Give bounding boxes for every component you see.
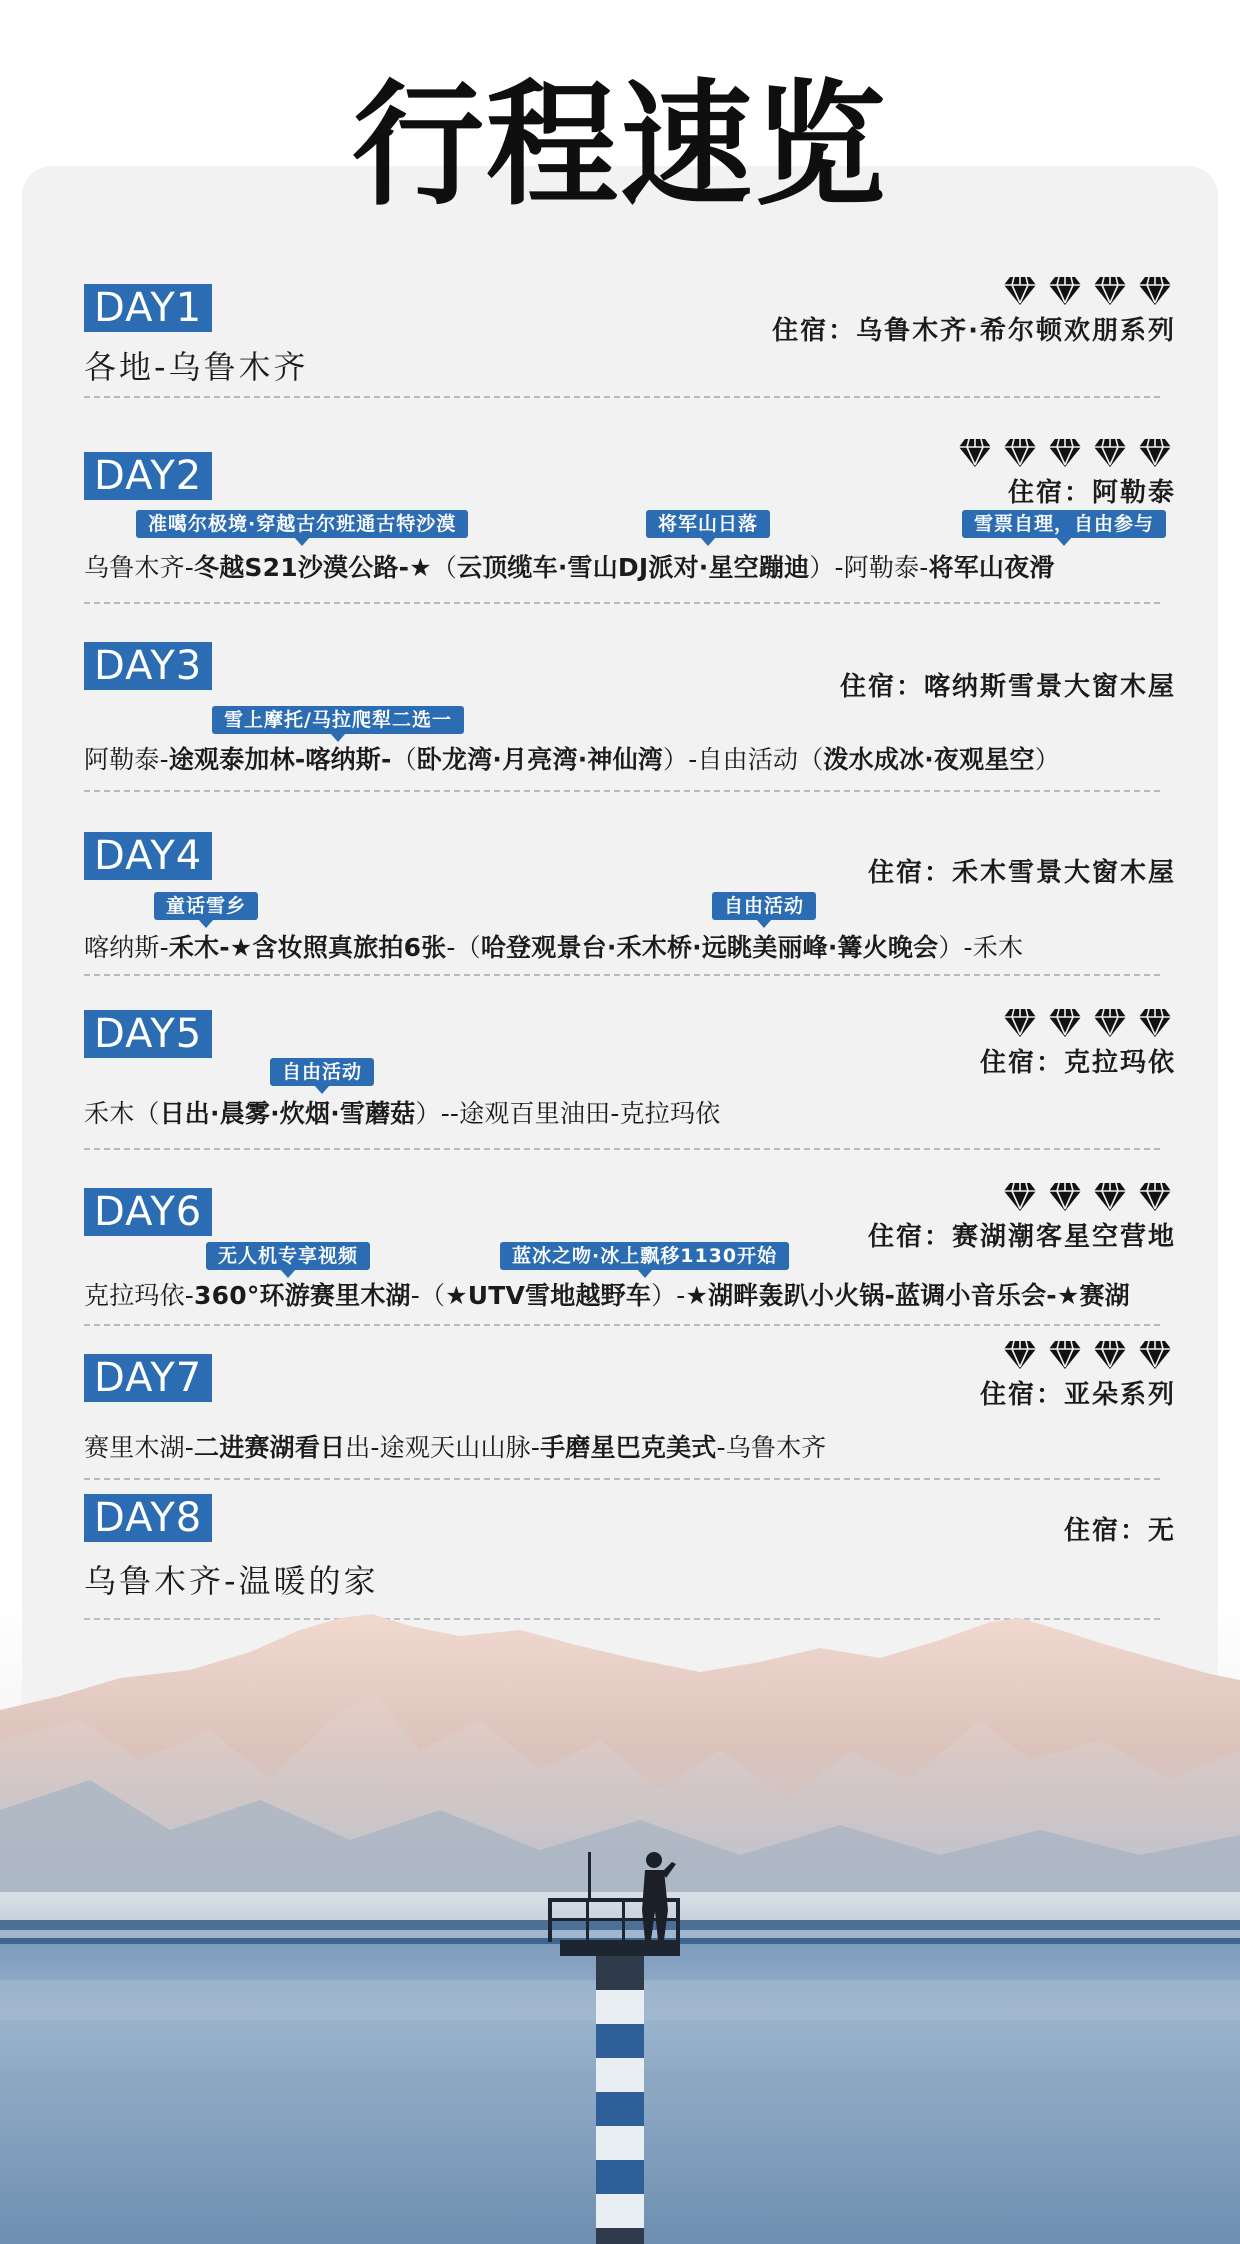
diamond-icon <box>1003 1340 1037 1370</box>
route-highlight: 将军山夜滑 <box>928 553 1055 582</box>
route-text: ）-禾木 <box>938 933 1024 962</box>
route-highlight: ★湖畔轰趴小火锅-蓝调小音乐会-★赛湖 <box>685 1281 1130 1310</box>
divider <box>84 1324 1160 1326</box>
route-highlight: 360°环游赛里木湖 <box>194 1281 411 1310</box>
route-highlight: 泼水成冰·夜观星空 <box>823 745 1035 774</box>
route-text: -乌鲁木齐 <box>716 1433 827 1462</box>
accommodation: 住宿：阿勒泰 <box>1007 478 1176 508</box>
route-tag: 雪票自理，自由参与 <box>962 510 1166 538</box>
rating-diamonds <box>1003 1340 1172 1370</box>
divider <box>84 396 1160 398</box>
route-text: ） <box>1034 745 1060 774</box>
day-badge: DAY4 <box>84 832 212 880</box>
route-tag: 自由活动 <box>270 1058 374 1086</box>
route <box>84 342 309 388</box>
diamond-icon <box>1048 1008 1082 1038</box>
route-tag: 准噶尔极境·穿越古尔班通古特沙漠 <box>136 510 468 538</box>
route-tag: 童话雪乡 <box>154 892 258 920</box>
route-tag: 无人机专享视频 <box>206 1242 370 1270</box>
divider <box>84 1478 1160 1480</box>
route <box>84 1556 379 1602</box>
route-text: -（ <box>410 1281 446 1310</box>
diamond-icon <box>1003 1008 1037 1038</box>
diamond-icon <box>1093 1182 1127 1212</box>
route-highlight: 手磨星巴克美式 <box>540 1433 717 1462</box>
route-text: 赛里木湖- <box>84 1433 195 1462</box>
divider <box>84 974 1160 976</box>
route-text: 乌鲁木齐-温暖的家 <box>84 1562 379 1600</box>
diamond-icon <box>1048 438 1082 468</box>
lake-mountain-photo <box>0 1600 1240 2244</box>
diamond-icon <box>958 438 992 468</box>
route-text: （ <box>391 745 417 774</box>
diamond-icon <box>1138 276 1172 306</box>
rating-diamonds <box>1003 276 1172 306</box>
day-badge: DAY1 <box>84 284 212 332</box>
route <box>84 928 1023 964</box>
route-highlight: 途观泰加林-喀纳斯- <box>168 745 392 774</box>
route-text: ）-自由活动（ <box>663 745 824 774</box>
day-badge: DAY2 <box>84 452 212 500</box>
route-highlight: 二进赛湖看日 <box>194 1433 346 1462</box>
divider <box>84 790 1160 792</box>
route-highlight: 冬越S21沙漠公路- <box>194 553 410 582</box>
route-text: 乌鲁木齐- <box>84 553 195 582</box>
accommodation: 住宿：乌鲁木齐·希尔顿欢朋系列 <box>772 316 1176 346</box>
diamond-icon <box>1048 1182 1082 1212</box>
diamond-icon <box>1138 1182 1172 1212</box>
route-text: ）-阿勒泰- <box>809 553 929 582</box>
route-text: ）- <box>651 1281 686 1310</box>
route-text: -（ <box>446 933 481 962</box>
route-tag: 自由活动 <box>712 892 816 920</box>
accommodation: 住宿：无 <box>1063 1516 1176 1546</box>
rating-diamonds <box>958 438 1172 468</box>
diamond-icon <box>1138 1008 1172 1038</box>
route-text: ）--途观百里油田-克拉玛依 <box>415 1099 721 1128</box>
diamond-icon <box>1093 276 1127 306</box>
route-tag: 蓝冰之吻·冰上飘移1130开始 <box>500 1242 789 1270</box>
route-highlight: 哈登观景台·禾木桥·远眺美丽峰·篝火晚会 <box>480 933 939 962</box>
page-title: 行程速览 <box>352 67 888 225</box>
route-highlight: 云顶缆车·雪山DJ派对·星空蹦迪 <box>457 553 810 582</box>
diamond-icon <box>1048 276 1082 306</box>
accommodation: 住宿：喀纳斯雪景大窗木屋 <box>839 672 1176 702</box>
route-text: 各地-乌鲁木齐 <box>84 348 309 386</box>
divider <box>84 602 1160 604</box>
route <box>84 1276 1130 1312</box>
day-badge: DAY3 <box>84 642 212 690</box>
day-badge: DAY7 <box>84 1354 212 1402</box>
route-text: 阿勒泰- <box>84 745 169 774</box>
divider <box>84 1148 1160 1150</box>
diamond-icon <box>1003 276 1037 306</box>
route <box>84 548 1055 584</box>
route-tag: 雪上摩托/马拉爬犁二选一 <box>212 706 464 734</box>
diamond-icon <box>1093 438 1127 468</box>
route-text: 禾木（ <box>84 1099 160 1128</box>
diamond-icon <box>1138 438 1172 468</box>
route-highlight: 禾木-★含妆照真旅拍6张 <box>168 933 447 962</box>
rating-diamonds <box>1003 1182 1172 1212</box>
route-text: ★（ <box>409 553 458 582</box>
diamond-icon <box>1138 1340 1172 1370</box>
route-text: 喀纳斯- <box>84 933 169 962</box>
route <box>84 1094 720 1130</box>
diamond-icon <box>1093 1008 1127 1038</box>
diamond-icon <box>1003 438 1037 468</box>
route-tag: 将军山日落 <box>646 510 770 538</box>
day-badge: DAY8 <box>84 1494 212 1542</box>
day-badge: DAY5 <box>84 1010 212 1058</box>
accommodation: 住宿：克拉玛依 <box>979 1048 1176 1078</box>
diamond-icon <box>1093 1340 1127 1370</box>
rating-diamonds <box>1003 1008 1172 1038</box>
route-text: 克拉玛依- <box>84 1281 195 1310</box>
diamond-icon <box>1048 1340 1082 1370</box>
accommodation: 住宿：亚朵系列 <box>979 1380 1176 1410</box>
accommodation: 住宿：禾木雪景大窗木屋 <box>867 858 1176 888</box>
diamond-icon <box>1003 1182 1037 1212</box>
accommodation: 住宿：赛湖潮客星空营地 <box>867 1222 1176 1252</box>
day-badge: DAY6 <box>84 1188 212 1236</box>
route-highlight: 日出·晨雾·炊烟·雪蘑菇 <box>159 1099 416 1128</box>
route <box>84 740 1060 776</box>
route-highlight: ★UTV雪地越野车 <box>445 1281 652 1310</box>
route-text: 出-途观天山山脉- <box>345 1433 541 1462</box>
route <box>84 1428 827 1464</box>
route-highlight: 卧龙湾·月亮湾·神仙湾 <box>416 745 663 774</box>
